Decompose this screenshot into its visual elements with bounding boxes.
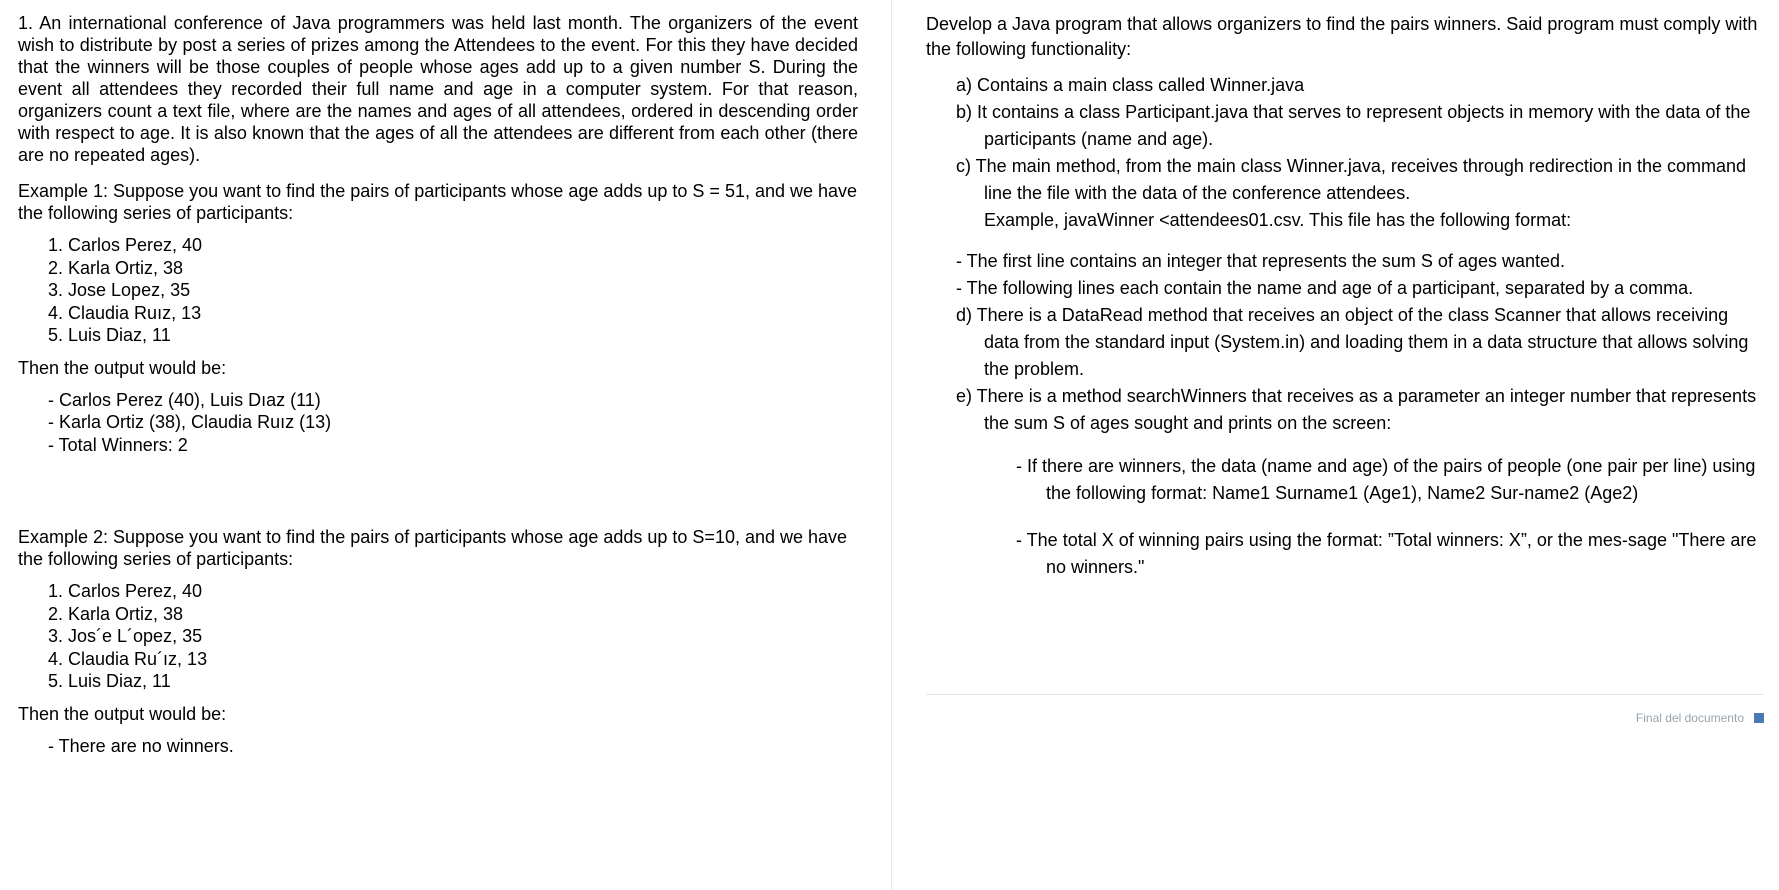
problem-intro: 1. An international conference of Java programmers was held last month. The organizers of the event wish to distribute by post a series of prizes among the Attendees to the event. For this they have decided that the winners will be those couples of people whose ages add up to a given number S. During the event all attendees they recorded their full name and age in a computer system. For that reason, organizers count a text file, where are the names and ages of all attendees, ordered in descending order with respect to age. It is also known that the ages of all the attendees are different from each other (there are no repeated ages). (18, 13, 858, 165)
right-column (926, 12, 1766, 581)
requirement-c (956, 153, 1766, 234)
list-item: 5. Luis Diaz, 11 (48, 671, 171, 691)
requirement-a: a) Contains a main class called Winner.java (956, 75, 1305, 95)
format-line-1: - The first line contains an integer that represents the sum S of ages wanted. (956, 251, 1566, 271)
list-item: - Karla Ortiz (38), Claudia Ruız (13) (48, 412, 332, 432)
list-item: 4. Claudia Ruız, 13 (48, 302, 202, 323)
example1-participants (18, 234, 858, 347)
list-item: 4. Claudia Ru´ız, 13 (48, 648, 208, 669)
end-of-document (1636, 711, 1764, 725)
end-of-document-label: Final del documento (1635, 711, 1744, 725)
output-rule-2: - The total X of winning pairs using the format: ”Total winners: X”, or the mes-sage "There are no winners." (1016, 530, 1757, 577)
requirement-d: d) There is a DataRead method that receives an object of the class Scanner that allows receiving data from the standard input (System.in) and loading them in a data structure that allows solving the problem. (956, 305, 1749, 379)
end-marker-icon (1754, 713, 1764, 723)
list-item: 1. Carlos Perez, 40 (48, 235, 203, 255)
list-item: - Carlos Perez (40), Luis Dıaz (11) (48, 389, 321, 410)
end-divider (926, 694, 1764, 695)
list-item: 3. Jose Lopez, 35 (48, 280, 191, 300)
column-divider (891, 0, 892, 890)
example1-text: Example 1: Suppose you want to find the pairs of participants whose age adds up to S = 51, and we have the following series of participants: (18, 181, 858, 223)
example1-output-label: Then the output would be: (18, 357, 227, 378)
requirement-b: b) It contains a class Participant.java that serves to represent objects in memory with the data of the participants (name and age). (956, 102, 1751, 149)
list-item: 2. Karla Ortiz, 38 (48, 257, 184, 278)
list-item: - There are no winners. (48, 735, 234, 756)
list-item: 1. Carlos Perez, 40 (48, 581, 203, 601)
search-output-list (926, 453, 1766, 581)
list-item: 5. Luis Diaz, 11 (48, 325, 171, 345)
task-intro: Develop a Java program that allows organizers to find the pairs winners. Said program must comply with the following functionality: (926, 14, 1758, 59)
requirements-list (926, 72, 1766, 234)
format-line-2: - The following lines each contain the name and age of a participant, separated by a comma. (956, 278, 1694, 298)
example2-output-label: Then the output would be: (18, 703, 227, 724)
example2-outputs (18, 735, 858, 758)
requirement-e: e) There is a method searchWinners that receives as a parameter an integer number that represents the sum S of ages sought and prints on the screen: (956, 386, 1757, 433)
output-rule-1: - If there are winners, the data (name and age) of the pairs of people (one pair per line) using the following format: Name1 Surname1 (Age1), Name2 Sur-name2 (Age2) (1016, 456, 1756, 503)
file-format-list (926, 248, 1766, 437)
example2-participants (18, 580, 858, 693)
example2-text: Example 2: Suppose you want to find the pairs of participants whose age adds up to S=10, and we have the following series of participants: (18, 527, 848, 569)
example1-outputs (18, 389, 858, 457)
list-item: - Total Winners: 2 (48, 434, 188, 455)
list-item: 2. Karla Ortiz, 38 (48, 603, 184, 624)
left-column (18, 12, 858, 757)
requirement-c-example: Example, javaWinner <attendees01.csv. This file has the following format: (984, 210, 1572, 230)
requirement-c-text: c) The main method, from the main class Winner.java, receives through redirection in the command line the file with the data of the conference attendees. (956, 156, 1747, 203)
list-item: 3. Jos´e L´opez, 35 (48, 626, 203, 646)
